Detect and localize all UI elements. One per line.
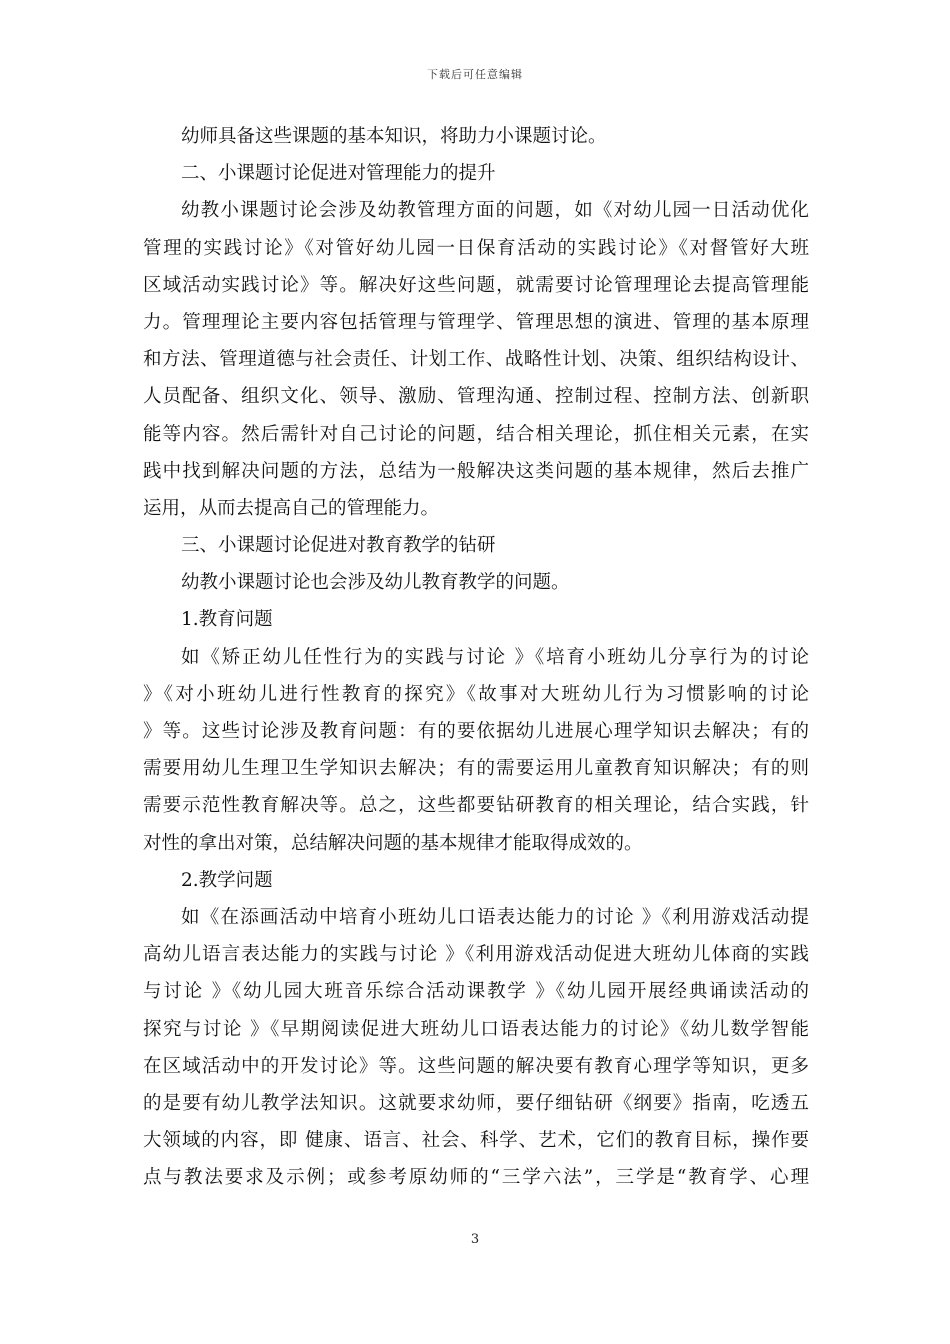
- text-line: 区域活动实践讨论》等。解决好这些问题，就需要讨论管理理论去提高管理能: [143, 274, 809, 296]
- text-line: 与讨论 》《幼儿园大班音乐综合活动课教学 》《幼儿园开展经典诵读活动的: [143, 981, 809, 1003]
- document-body: [143, 118, 809, 1196]
- text-line: 2.教学问题: [181, 869, 273, 891]
- text-line: 》等。这些讨论涉及教育问题：有的要依据幼儿进展心理学知识去解决；有的: [143, 721, 809, 742]
- text-line: 管理的实践讨论》《对管好幼儿园一日保育活动的实践讨论》《对督管好大班: [143, 237, 809, 259]
- page-number: 3: [470, 1232, 480, 1247]
- text-line: 践中找到解决问题的方法，总结为一般解决这类问题的基本规律，然后去推广: [143, 460, 809, 482]
- text-line: 探究与讨论 》《早期阅读促进大班幼儿口语表达能力的讨论》《幼儿数学智能: [143, 1018, 809, 1040]
- text-line: 三、小课题讨论促进对教育教学的钻研: [181, 535, 496, 557]
- text-line: 如《在添画活动中培育小班幼儿口语表达能力的讨论 》《利用游戏活动提: [181, 906, 809, 928]
- text-line: 1.教育问题: [181, 609, 273, 631]
- text-line: 幼师具备这些课题的基本知识，将助力小课题讨论。: [181, 126, 607, 147]
- text-line: 点与教法要求及示例；或参考原幼师的“三学六法”，三学是“教育学、心理: [143, 1167, 809, 1189]
- text-line: 力。管理理论主要内容包括管理与管理学、管理思想的演进、管理的基本原理: [143, 311, 809, 333]
- text-line: 幼教小课题讨论也会涉及幼儿教育教学的问题。: [181, 572, 570, 594]
- text-line: 能等内容。然后需针对自己讨论的问题，结合相关理论，抓住相关元素，在实: [143, 423, 809, 445]
- text-line: 和方法、管理道德与社会责任、计划工作、战略性计划、决策、组织结构设计、: [143, 349, 809, 371]
- text-line: 如《矫正幼儿任性行为的实践与讨论 》《培育小班幼儿分享行为的讨论: [181, 646, 809, 668]
- text-line: 运用，从而去提高自己的管理能力。: [143, 497, 440, 519]
- text-line: 对性的拿出对策，总结解决问题的基本规律才能取得成效的。: [143, 832, 643, 854]
- text-line: 需要用幼儿生理卫生学知识去解决；有的需要运用儿童教育知识解决；有的则: [143, 758, 809, 780]
- text-line: 需要示范性教育解决等。总之，这些都要钻研教育的相关理论，结合实践，针: [143, 795, 809, 817]
- text-line: 高幼儿语言表达能力的实践与讨论 》《利用游戏活动促进大班幼儿体商的实践: [143, 944, 809, 966]
- text-line: 二、小课题讨论促进对管理能力的提升: [181, 163, 496, 185]
- text-line: 的是要有幼儿教学法知识。这就要求幼师，要仔细钻研《纲要》指南，吃透五: [143, 1092, 809, 1114]
- text-line: 在区域活动中的开发讨论》等。这些问题的解决要有教育心理学等知识，更多: [143, 1055, 809, 1077]
- page-header-note: 下载后可任意编辑: [427, 68, 523, 81]
- text-line: 人员配备、组织文化、领导、激励、管理沟通、控制过程、控制方法、创新职: [143, 386, 809, 408]
- text-line: 》《对小班幼儿进行性教育的探究》《故事对大班幼儿行为习惯影响的讨论: [143, 683, 809, 705]
- text-line: 幼教小课题讨论会涉及幼教管理方面的问题，如《对幼儿园一日活动优化: [181, 200, 809, 222]
- text-line: 大领域的内容，即 健康、语言、社会、科学、艺术，它们的教育目标，操作要: [143, 1130, 809, 1152]
